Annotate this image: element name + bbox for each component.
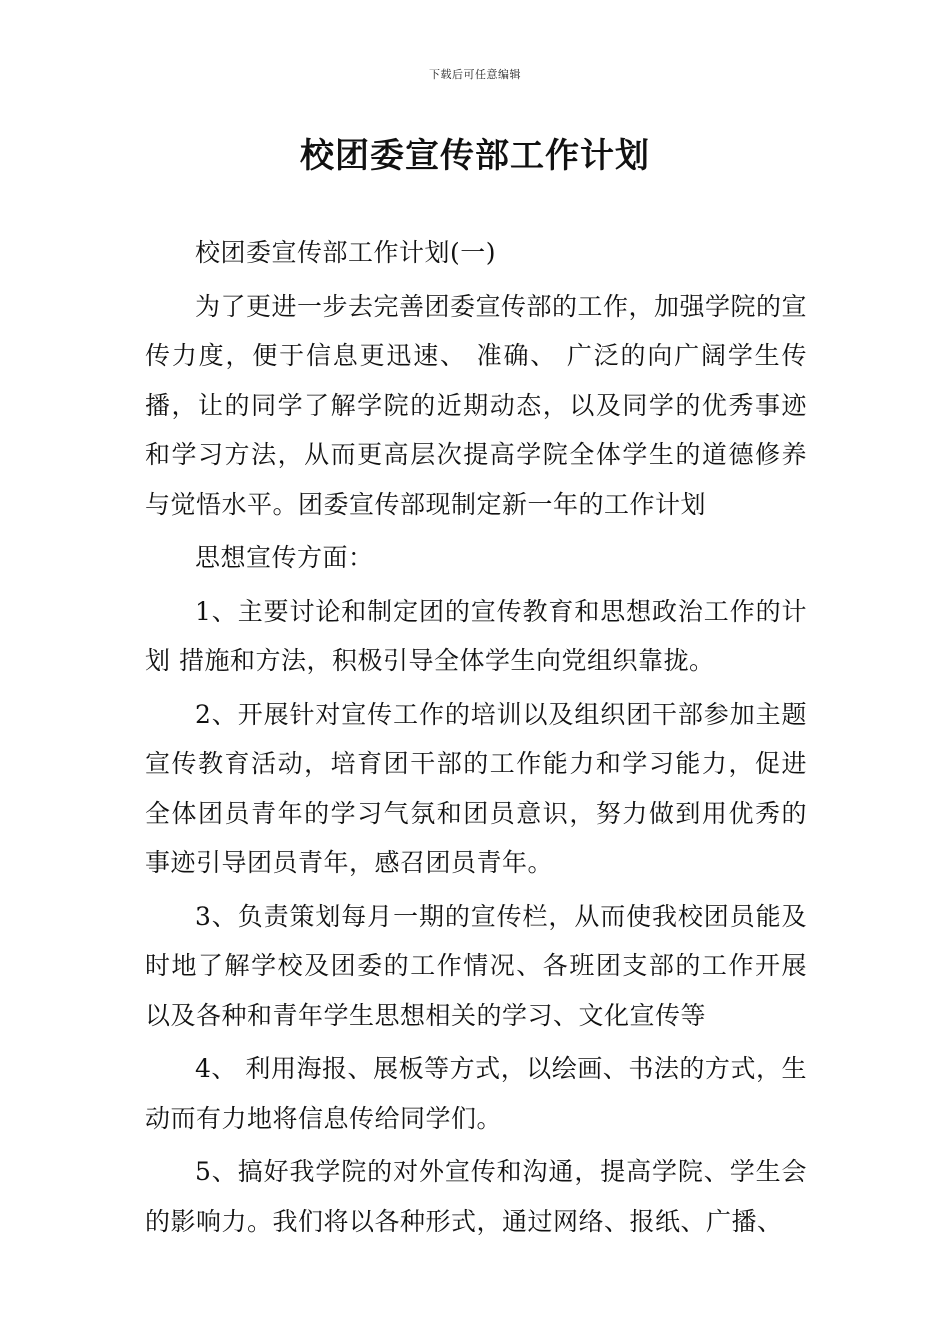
list-item-4: 4、 利用海报、展板等方式，以绘画、书法的方式，生动而有力地将信息传给同学们。 bbox=[145, 1054, 807, 1133]
header-note: 下载后可任意编辑 bbox=[429, 68, 521, 81]
section-heading: 校团委宣传部工作计划(一) bbox=[195, 238, 497, 267]
list-item-1: 1、主要讨论和制定团的宣传教育和思想政治工作的计划 措施和方法，积极引导全体学生向党组织靠拢。 bbox=[145, 596, 807, 675]
document-title: 校团委宣传部工作计划 bbox=[300, 136, 650, 176]
list-item-5: 5、搞好我学院的对外宣传和沟通，提高学院、学生会的影响力。我们将以各种形式，通过网络、报纸、广播、 bbox=[145, 1157, 807, 1236]
subsection-heading: 思想宣传方面： bbox=[195, 543, 374, 572]
intro-paragraph: 为了更进一步去完善团委宣传部的工作，加强学院的宣传力度，便于信息更迅速、 准确、 广泛的向广阔学生传播，让的同学了解学院的近期动态，以及同学的优秀事迹和学习方法，从而更高层次提高学院全体学生的道德修养与觉悟水平。团委宣传部现制定新一年的工作计划 bbox=[145, 291, 808, 519]
document-body bbox=[145, 228, 807, 1250]
list-item-2: 2、开展针对宣传工作的培训以及组织团干部参加主题宣传教育活动，培育团干部的工作能力和学习能力，促进全体团员青年的学习气氛和团员意识，努力做到用优秀的事迹引导团员青年，感召团员青年。 bbox=[145, 699, 807, 877]
list-item-3: 3、负责策划每月一期的宣传栏，从而使我校团员能及时地了解学校及团委的工作情况、各班团支部的工作开展以及各种和青年学生思想相关的学习、文化宣传等 bbox=[145, 901, 807, 1030]
